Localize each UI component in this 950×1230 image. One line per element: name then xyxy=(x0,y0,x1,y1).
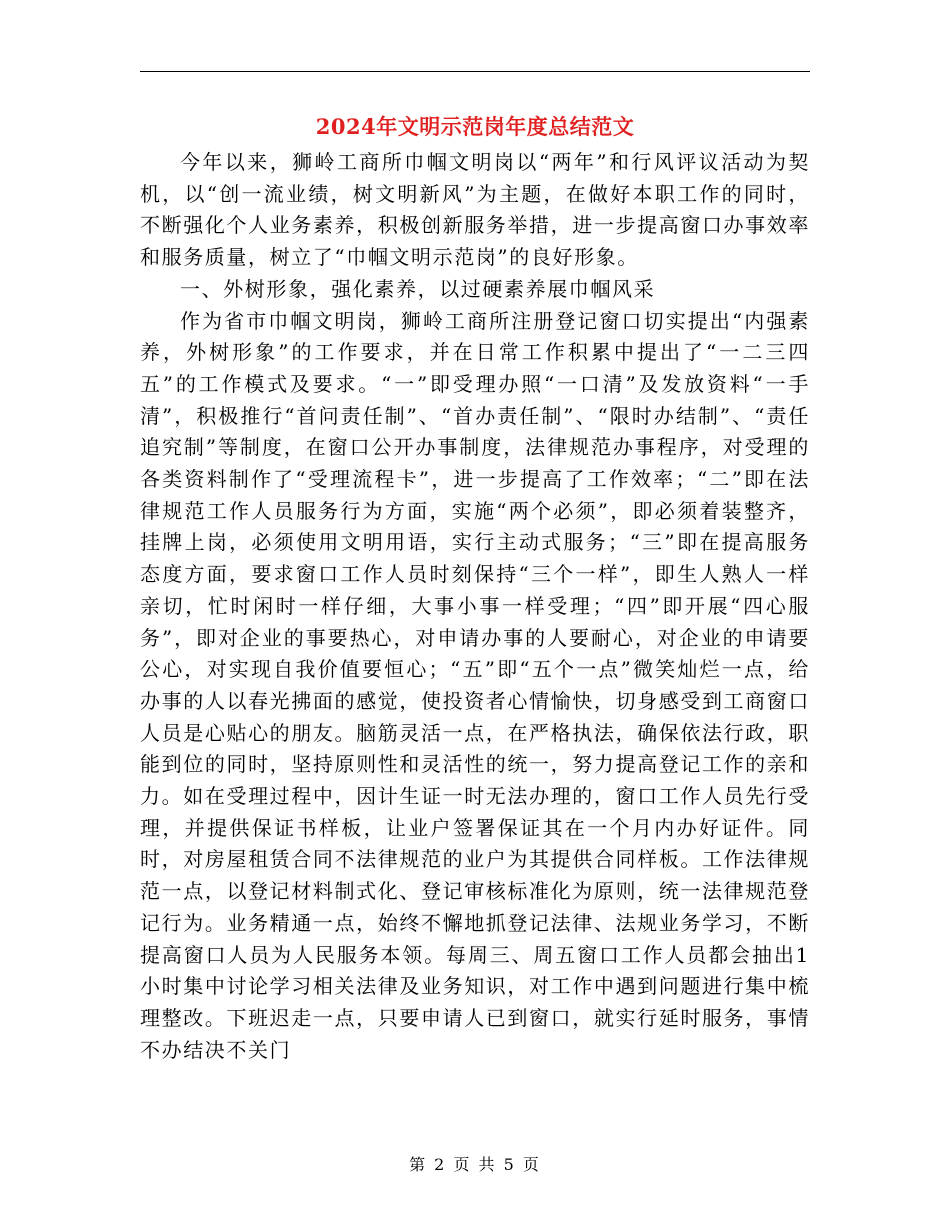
header-rule xyxy=(140,71,810,72)
page-number: 第 2 页 共 5 页 xyxy=(409,1155,541,1174)
document-body xyxy=(140,147,810,1066)
paragraph-intro: 今年以来，狮岭工商所巾帼文明岗以“两年”和行风评议活动为契机，以“创一流业绩，树文明新风”为主题，在做好本职工作的同时，不断强化个人业务素养，积极创新服务举措，进一步提高窗口办事效率和服务质量，树立了“巾帼文明示范岗”的良好形象。 xyxy=(140,150,810,270)
document-title: 2024年文明示范岗年度总结范文 xyxy=(315,114,635,139)
section-heading-1: 一、外树形象，强化素养，以过硬素养展巾帼风采 xyxy=(180,276,656,301)
paragraph-section-1: 作为省市巾帼文明岗，狮岭工商所注册登记窗口切实提出“内强素养，外树形象”的工作要求，并在日常工作积累中提出了“一二三四五”的工作模式及要求。“一”即受理办照“一口清”及发放资料“一手清”，积极推行“首问责任制”、“首办责任制”、“限时办结制”、“责任追究制”等制度，在窗口公开办事制度，法律规范办事程序，对受理的各类资料制作了“受理流程卡”，进一步提高了工作效率；“二”即在法律规范工作人员服务行为方面，实施“两个必须”，即必须着装整齐，挂牌上岗，必须使用文明用语，实行主动式服务；“三”即在提高服务态度方面，要求窗口工作人员时刻保持“三个一样”，即生人熟人一样亲切，忙时闲时一样仔细，大事小事一样受理；“四”即开展“四心服务”，即对企业的事要热心，对申请办事的人要耐心，对企业的申请要公心，对实现自我价值要恒心；“五”即“五个一点”微笑灿烂一点，给办事的人以春光拂面的感觉，使投资者心情愉快，切身感受到工商窗口人员是心贴心的朋友。脑筋灵活一点，在严格执法，确保依法行政，职能到位的同时，坚持原则性和灵活性的统一，努力提高登记工作的亲和力。如在受理过程中，因计生证一时无法办理的，窗口工作人员先行受理，并提供保证书样板，让业户签署保证其在一个月内办好证件。同时，对房屋租赁合同不法律规范的业户为其提供合同样板。工作法律规范一点，以登记材料制式化、登记审核标准化为原则，统一法律规范登记行为。业务精通一点，始终不懈地抓登记法律、法规业务学习，不断提高窗口人员为人民服务本领。每周三、周五窗口工作人员都会抽出1小时集中讨论学习相关法律及业务知识，对工作中遇到问题进行集中梳理整改。下班迟走一点，只要申请人已到窗口，就实行延时服务，事情不办结决不关门 xyxy=(140,308,810,1062)
